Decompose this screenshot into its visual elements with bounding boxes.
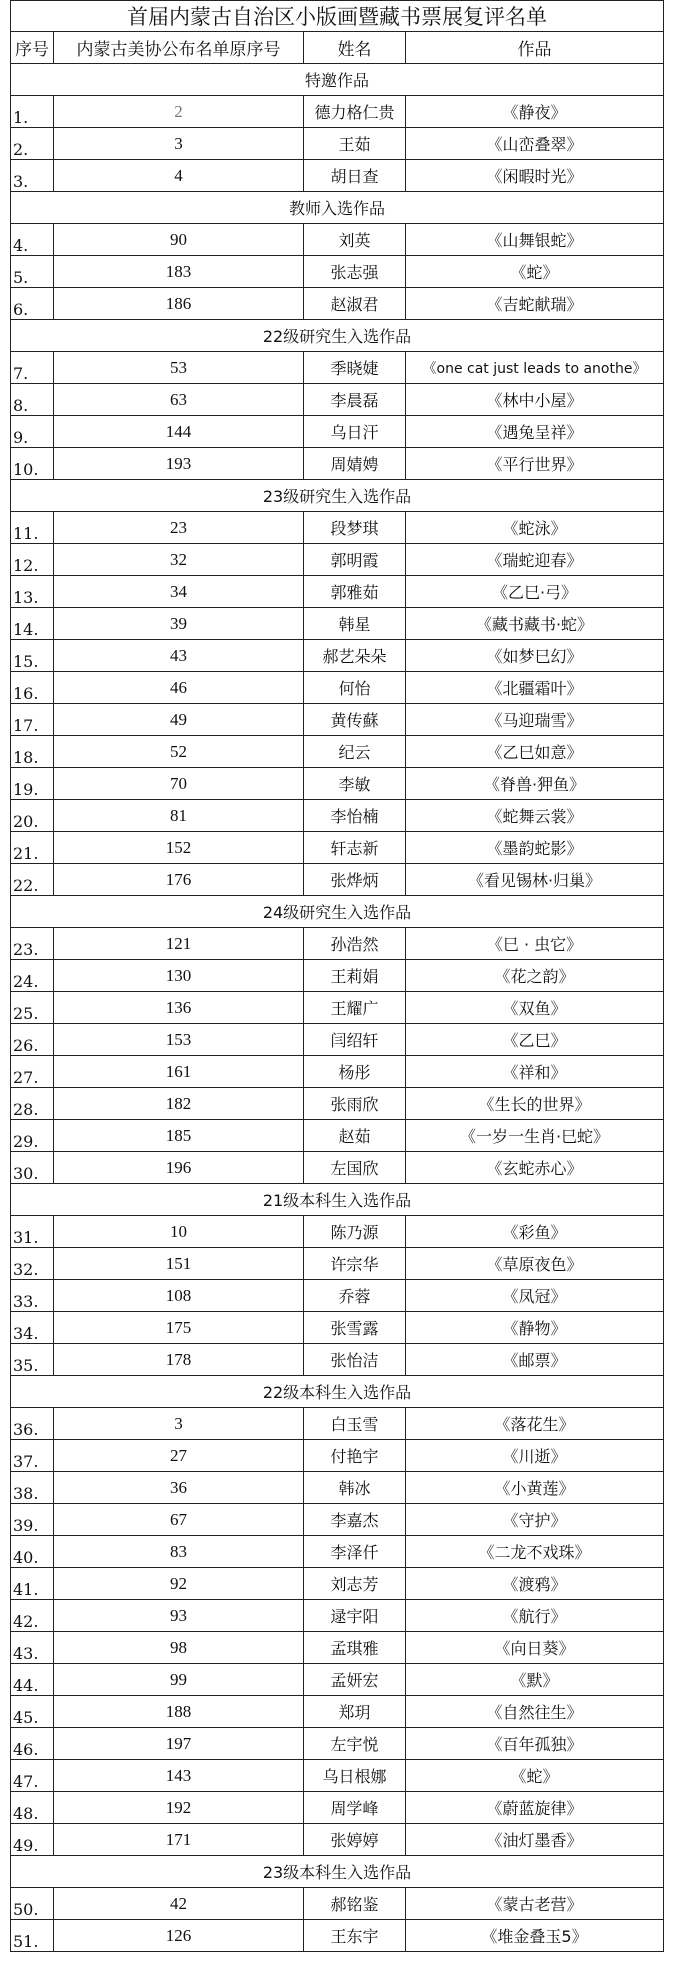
work-title: 《蛇泳》 (406, 512, 664, 544)
artist-name: 陈乃源 (304, 1216, 406, 1248)
row-index: 50. (11, 1888, 54, 1920)
artist-name: 乌日根娜 (304, 1760, 406, 1792)
header-name: 姓名 (304, 32, 406, 64)
artist-name: 郭雅茹 (304, 576, 406, 608)
table-row (11, 160, 664, 192)
row-index: 14. (11, 608, 54, 640)
row-index: 26. (11, 1024, 54, 1056)
original-number: 23 (54, 512, 304, 544)
row-index: 21. (11, 832, 54, 864)
table-row (11, 1120, 664, 1152)
artist-name: 孟琪雅 (304, 1632, 406, 1664)
work-title: 《默》 (406, 1664, 664, 1696)
section-header-row (11, 896, 664, 928)
original-number: 34 (54, 576, 304, 608)
original-number: 3 (54, 1408, 304, 1440)
work-title: 《马迎瑞雪》 (406, 704, 664, 736)
artist-name: 张怡洁 (304, 1344, 406, 1376)
table-row (11, 512, 664, 544)
section-title: 22级研究生入选作品 (11, 320, 664, 352)
table-row (11, 1408, 664, 1440)
work-title: 《邮票》 (406, 1344, 664, 1376)
work-title: 《山峦叠翠》 (406, 128, 664, 160)
work-title: 《蛇》 (406, 256, 664, 288)
artist-name: 李嘉杰 (304, 1504, 406, 1536)
artist-name: 郭明霞 (304, 544, 406, 576)
original-number: 176 (54, 864, 304, 896)
original-number: 39 (54, 608, 304, 640)
section-header-row (11, 480, 664, 512)
row-index: 44. (11, 1664, 54, 1696)
section-header-row (11, 64, 664, 96)
artist-name: 左国欣 (304, 1152, 406, 1184)
table-row (11, 928, 664, 960)
table-row (11, 704, 664, 736)
table-row (11, 1888, 664, 1920)
table-row (11, 1248, 664, 1280)
table-row (11, 864, 664, 896)
original-number: 3 (54, 128, 304, 160)
original-number: 185 (54, 1120, 304, 1152)
table-row (11, 1152, 664, 1184)
row-index: 1. (11, 96, 54, 128)
row-index: 35. (11, 1344, 54, 1376)
table-row (11, 96, 664, 128)
original-number: 186 (54, 288, 304, 320)
original-number: 126 (54, 1920, 304, 1952)
artist-name: 韩冰 (304, 1472, 406, 1504)
row-index: 13. (11, 576, 54, 608)
row-index: 23. (11, 928, 54, 960)
row-index: 9. (11, 416, 54, 448)
original-number: 121 (54, 928, 304, 960)
artist-name: 周学峰 (304, 1792, 406, 1824)
header-row (11, 32, 664, 64)
work-title: 《二龙不戏珠》 (406, 1536, 664, 1568)
original-number: 171 (54, 1824, 304, 1856)
table-row (11, 1536, 664, 1568)
table-row (11, 384, 664, 416)
row-index: 15. (11, 640, 54, 672)
work-title: 《守护》 (406, 1504, 664, 1536)
original-number: 81 (54, 800, 304, 832)
original-number: 67 (54, 1504, 304, 1536)
row-index: 32. (11, 1248, 54, 1280)
original-number: 143 (54, 1760, 304, 1792)
section-title: 22级本科生入选作品 (11, 1376, 664, 1408)
table-row (11, 1632, 664, 1664)
original-number: 36 (54, 1472, 304, 1504)
row-index: 51. (11, 1920, 54, 1952)
artist-name: 赵淑君 (304, 288, 406, 320)
original-number: 144 (54, 416, 304, 448)
table-row (11, 1600, 664, 1632)
original-number: 183 (54, 256, 304, 288)
original-number: 52 (54, 736, 304, 768)
original-number: 188 (54, 1696, 304, 1728)
work-title: 《玄蛇赤心》 (406, 1152, 664, 1184)
work-title: 《小黄莲》 (406, 1472, 664, 1504)
artist-name: 何怡 (304, 672, 406, 704)
work-title: 《蛇舞云裳》 (406, 800, 664, 832)
artist-name: 纪云 (304, 736, 406, 768)
work-title: 《林中小屋》 (406, 384, 664, 416)
table-row (11, 224, 664, 256)
original-number: 136 (54, 992, 304, 1024)
header-work: 作品 (406, 32, 664, 64)
work-title: 《藏书藏书·蛇》 (406, 608, 664, 640)
table-row (11, 1344, 664, 1376)
award-list-sheet (10, 0, 663, 1952)
row-index: 22. (11, 864, 54, 896)
table-row (11, 1504, 664, 1536)
original-number: 83 (54, 1536, 304, 1568)
original-number: 182 (54, 1088, 304, 1120)
work-title: 《乙巳如意》 (406, 736, 664, 768)
original-number: 108 (54, 1280, 304, 1312)
original-number: 63 (54, 384, 304, 416)
artist-name: 张雪露 (304, 1312, 406, 1344)
row-index: 43. (11, 1632, 54, 1664)
artist-name: 乌日汗 (304, 416, 406, 448)
original-number: 4 (54, 160, 304, 192)
original-number: 153 (54, 1024, 304, 1056)
original-number: 27 (54, 1440, 304, 1472)
artist-name: 季晓婕 (304, 352, 406, 384)
original-number: 151 (54, 1248, 304, 1280)
row-index: 11. (11, 512, 54, 544)
award-list-table (10, 0, 664, 1952)
artist-name: 张婷婷 (304, 1824, 406, 1856)
original-number: 99 (54, 1664, 304, 1696)
original-number: 98 (54, 1632, 304, 1664)
table-row (11, 736, 664, 768)
work-title: 《航行》 (406, 1600, 664, 1632)
table-row (11, 800, 664, 832)
table-row (11, 576, 664, 608)
work-title: 《凤冠》 (406, 1280, 664, 1312)
artist-name: 韩星 (304, 608, 406, 640)
row-index: 25. (11, 992, 54, 1024)
original-number: 43 (54, 640, 304, 672)
table-row (11, 1696, 664, 1728)
section-title: 24级研究生入选作品 (11, 896, 664, 928)
artist-name: 白玉雪 (304, 1408, 406, 1440)
original-number: 90 (54, 224, 304, 256)
section-header-row (11, 192, 664, 224)
original-number: 2 (54, 96, 304, 128)
row-index: 41. (11, 1568, 54, 1600)
table-row (11, 640, 664, 672)
original-number: 178 (54, 1344, 304, 1376)
row-index: 12. (11, 544, 54, 576)
original-number: 49 (54, 704, 304, 736)
work-title: 《吉蛇献瑞》 (406, 288, 664, 320)
row-index: 34. (11, 1312, 54, 1344)
row-index: 45. (11, 1696, 54, 1728)
table-row (11, 1568, 664, 1600)
row-index: 18. (11, 736, 54, 768)
artist-name: 王耀广 (304, 992, 406, 1024)
work-title: 《遇兔呈祥》 (406, 416, 664, 448)
original-number: 197 (54, 1728, 304, 1760)
artist-name: 逯宇阳 (304, 1600, 406, 1632)
row-index: 30. (11, 1152, 54, 1184)
original-number: 193 (54, 448, 304, 480)
table-row (11, 992, 664, 1024)
section-title: 21级本科生入选作品 (11, 1184, 664, 1216)
work-title: 《巳 · 虫它》 (406, 928, 664, 960)
work-title: 《渡鸦》 (406, 1568, 664, 1600)
table-row (11, 1728, 664, 1760)
work-title: 《草原夜色》 (406, 1248, 664, 1280)
artist-name: 轩志新 (304, 832, 406, 864)
section-header-row (11, 1856, 664, 1888)
table-row (11, 256, 664, 288)
work-title: 《瑞蛇迎春》 (406, 544, 664, 576)
table-row (11, 1280, 664, 1312)
row-index: 37. (11, 1440, 54, 1472)
section-header-row (11, 1376, 664, 1408)
artist-name: 郑玥 (304, 1696, 406, 1728)
row-index: 7. (11, 352, 54, 384)
row-index: 48. (11, 1792, 54, 1824)
table-row (11, 1760, 664, 1792)
work-title: 《川逝》 (406, 1440, 664, 1472)
section-header-row (11, 1184, 664, 1216)
artist-name: 张烨炳 (304, 864, 406, 896)
artist-name: 付艳宇 (304, 1440, 406, 1472)
artist-name: 杨彤 (304, 1056, 406, 1088)
row-index: 49. (11, 1824, 54, 1856)
artist-name: 王东宇 (304, 1920, 406, 1952)
artist-name: 李敏 (304, 768, 406, 800)
section-header-row (11, 320, 664, 352)
section-title: 特邀作品 (11, 64, 664, 96)
row-index: 40. (11, 1536, 54, 1568)
row-index: 20. (11, 800, 54, 832)
row-index: 2. (11, 128, 54, 160)
artist-name: 左宇悦 (304, 1728, 406, 1760)
work-title: 《向日葵》 (406, 1632, 664, 1664)
original-number: 53 (54, 352, 304, 384)
row-index: 24. (11, 960, 54, 992)
artist-name: 刘志芳 (304, 1568, 406, 1600)
work-title: 《百年孤独》 (406, 1728, 664, 1760)
row-index: 42. (11, 1600, 54, 1632)
row-index: 27. (11, 1056, 54, 1088)
section-title: 23级研究生入选作品 (11, 480, 664, 512)
artist-name: 李晨磊 (304, 384, 406, 416)
work-title: 《一岁一生肖·巳蛇》 (406, 1120, 664, 1152)
row-index: 36. (11, 1408, 54, 1440)
artist-name: 刘英 (304, 224, 406, 256)
original-number: 196 (54, 1152, 304, 1184)
work-title: 《如梦巳幻》 (406, 640, 664, 672)
row-index: 4. (11, 224, 54, 256)
artist-name: 闫绍轩 (304, 1024, 406, 1056)
table-row (11, 1664, 664, 1696)
table-row (11, 128, 664, 160)
artist-name: 德力格仁贵 (304, 96, 406, 128)
table-row (11, 1472, 664, 1504)
artist-name: 郝铭鉴 (304, 1888, 406, 1920)
original-number: 93 (54, 1600, 304, 1632)
row-index: 19. (11, 768, 54, 800)
original-number: 130 (54, 960, 304, 992)
sheet-title: 首届内蒙古自治区小版画暨藏书票展复评名单 (11, 1, 664, 32)
work-title: 《one cat just leads to anothe》 (406, 352, 664, 384)
table-body (11, 64, 664, 1952)
row-index: 5. (11, 256, 54, 288)
table-row (11, 288, 664, 320)
table-row (11, 352, 664, 384)
work-title: 《看见锡林·归巢》 (406, 864, 664, 896)
original-number: 152 (54, 832, 304, 864)
artist-name: 胡日查 (304, 160, 406, 192)
row-index: 10. (11, 448, 54, 480)
row-index: 39. (11, 1504, 54, 1536)
table-row (11, 832, 664, 864)
row-index: 46. (11, 1728, 54, 1760)
original-number: 46 (54, 672, 304, 704)
row-index: 6. (11, 288, 54, 320)
table-row (11, 608, 664, 640)
artist-name: 段梦琪 (304, 512, 406, 544)
row-index: 33. (11, 1280, 54, 1312)
table-row (11, 672, 664, 704)
table-row (11, 768, 664, 800)
original-number: 161 (54, 1056, 304, 1088)
artist-name: 李泽仟 (304, 1536, 406, 1568)
table-row (11, 1792, 664, 1824)
artist-name: 张雨欣 (304, 1088, 406, 1120)
header-original-number: 内蒙古美协公布名单原序号 (54, 32, 304, 64)
work-title: 《静物》 (406, 1312, 664, 1344)
row-index: 17. (11, 704, 54, 736)
artist-name: 王莉娟 (304, 960, 406, 992)
work-title: 《蔚蓝旋律》 (406, 1792, 664, 1824)
row-index: 3. (11, 160, 54, 192)
table-row (11, 1312, 664, 1344)
work-title: 《自然往生》 (406, 1696, 664, 1728)
work-title: 《山舞银蛇》 (406, 224, 664, 256)
original-number: 70 (54, 768, 304, 800)
work-title: 《蒙古老营》 (406, 1888, 664, 1920)
artist-name: 王茹 (304, 128, 406, 160)
row-index: 16. (11, 672, 54, 704)
row-index: 38. (11, 1472, 54, 1504)
artist-name: 郝艺朵朵 (304, 640, 406, 672)
artist-name: 李怡楠 (304, 800, 406, 832)
work-title: 《彩鱼》 (406, 1216, 664, 1248)
work-title: 《乙巳·弓》 (406, 576, 664, 608)
artist-name: 许宗华 (304, 1248, 406, 1280)
section-title: 23级本科生入选作品 (11, 1856, 664, 1888)
table-row (11, 448, 664, 480)
table-row (11, 1216, 664, 1248)
work-title: 《闲暇时光》 (406, 160, 664, 192)
artist-name: 孟妍宏 (304, 1664, 406, 1696)
work-title: 《堆金叠玉5》 (406, 1920, 664, 1952)
table-row (11, 416, 664, 448)
table-row (11, 1056, 664, 1088)
original-number: 92 (54, 1568, 304, 1600)
row-index: 31. (11, 1216, 54, 1248)
work-title: 《平行世界》 (406, 448, 664, 480)
table-row (11, 1088, 664, 1120)
artist-name: 周婧娉 (304, 448, 406, 480)
original-number: 32 (54, 544, 304, 576)
table-row (11, 960, 664, 992)
work-title: 《脊兽·狎鱼》 (406, 768, 664, 800)
work-title: 《乙巳》 (406, 1024, 664, 1056)
work-title: 《静夜》 (406, 96, 664, 128)
original-number: 42 (54, 1888, 304, 1920)
row-index: 8. (11, 384, 54, 416)
artist-name: 张志强 (304, 256, 406, 288)
artist-name: 乔蓉 (304, 1280, 406, 1312)
header-index: 序号 (11, 32, 54, 64)
table-row (11, 1024, 664, 1056)
work-title: 《落花生》 (406, 1408, 664, 1440)
table-row (11, 1920, 664, 1952)
original-number: 192 (54, 1792, 304, 1824)
table-row (11, 1440, 664, 1472)
work-title: 《生长的世界》 (406, 1088, 664, 1120)
work-title: 《蛇》 (406, 1760, 664, 1792)
section-title: 教师入选作品 (11, 192, 664, 224)
original-number: 175 (54, 1312, 304, 1344)
row-index: 47. (11, 1760, 54, 1792)
original-number: 10 (54, 1216, 304, 1248)
work-title: 《祥和》 (406, 1056, 664, 1088)
work-title: 《北疆霜叶》 (406, 672, 664, 704)
work-title: 《双鱼》 (406, 992, 664, 1024)
work-title: 《墨韵蛇影》 (406, 832, 664, 864)
artist-name: 赵茹 (304, 1120, 406, 1152)
work-title: 《油灯墨香》 (406, 1824, 664, 1856)
artist-name: 黄传蘇 (304, 704, 406, 736)
artist-name: 孙浩然 (304, 928, 406, 960)
work-title: 《花之韵》 (406, 960, 664, 992)
table-row (11, 544, 664, 576)
table-row (11, 1824, 664, 1856)
row-index: 28. (11, 1088, 54, 1120)
row-index: 29. (11, 1120, 54, 1152)
